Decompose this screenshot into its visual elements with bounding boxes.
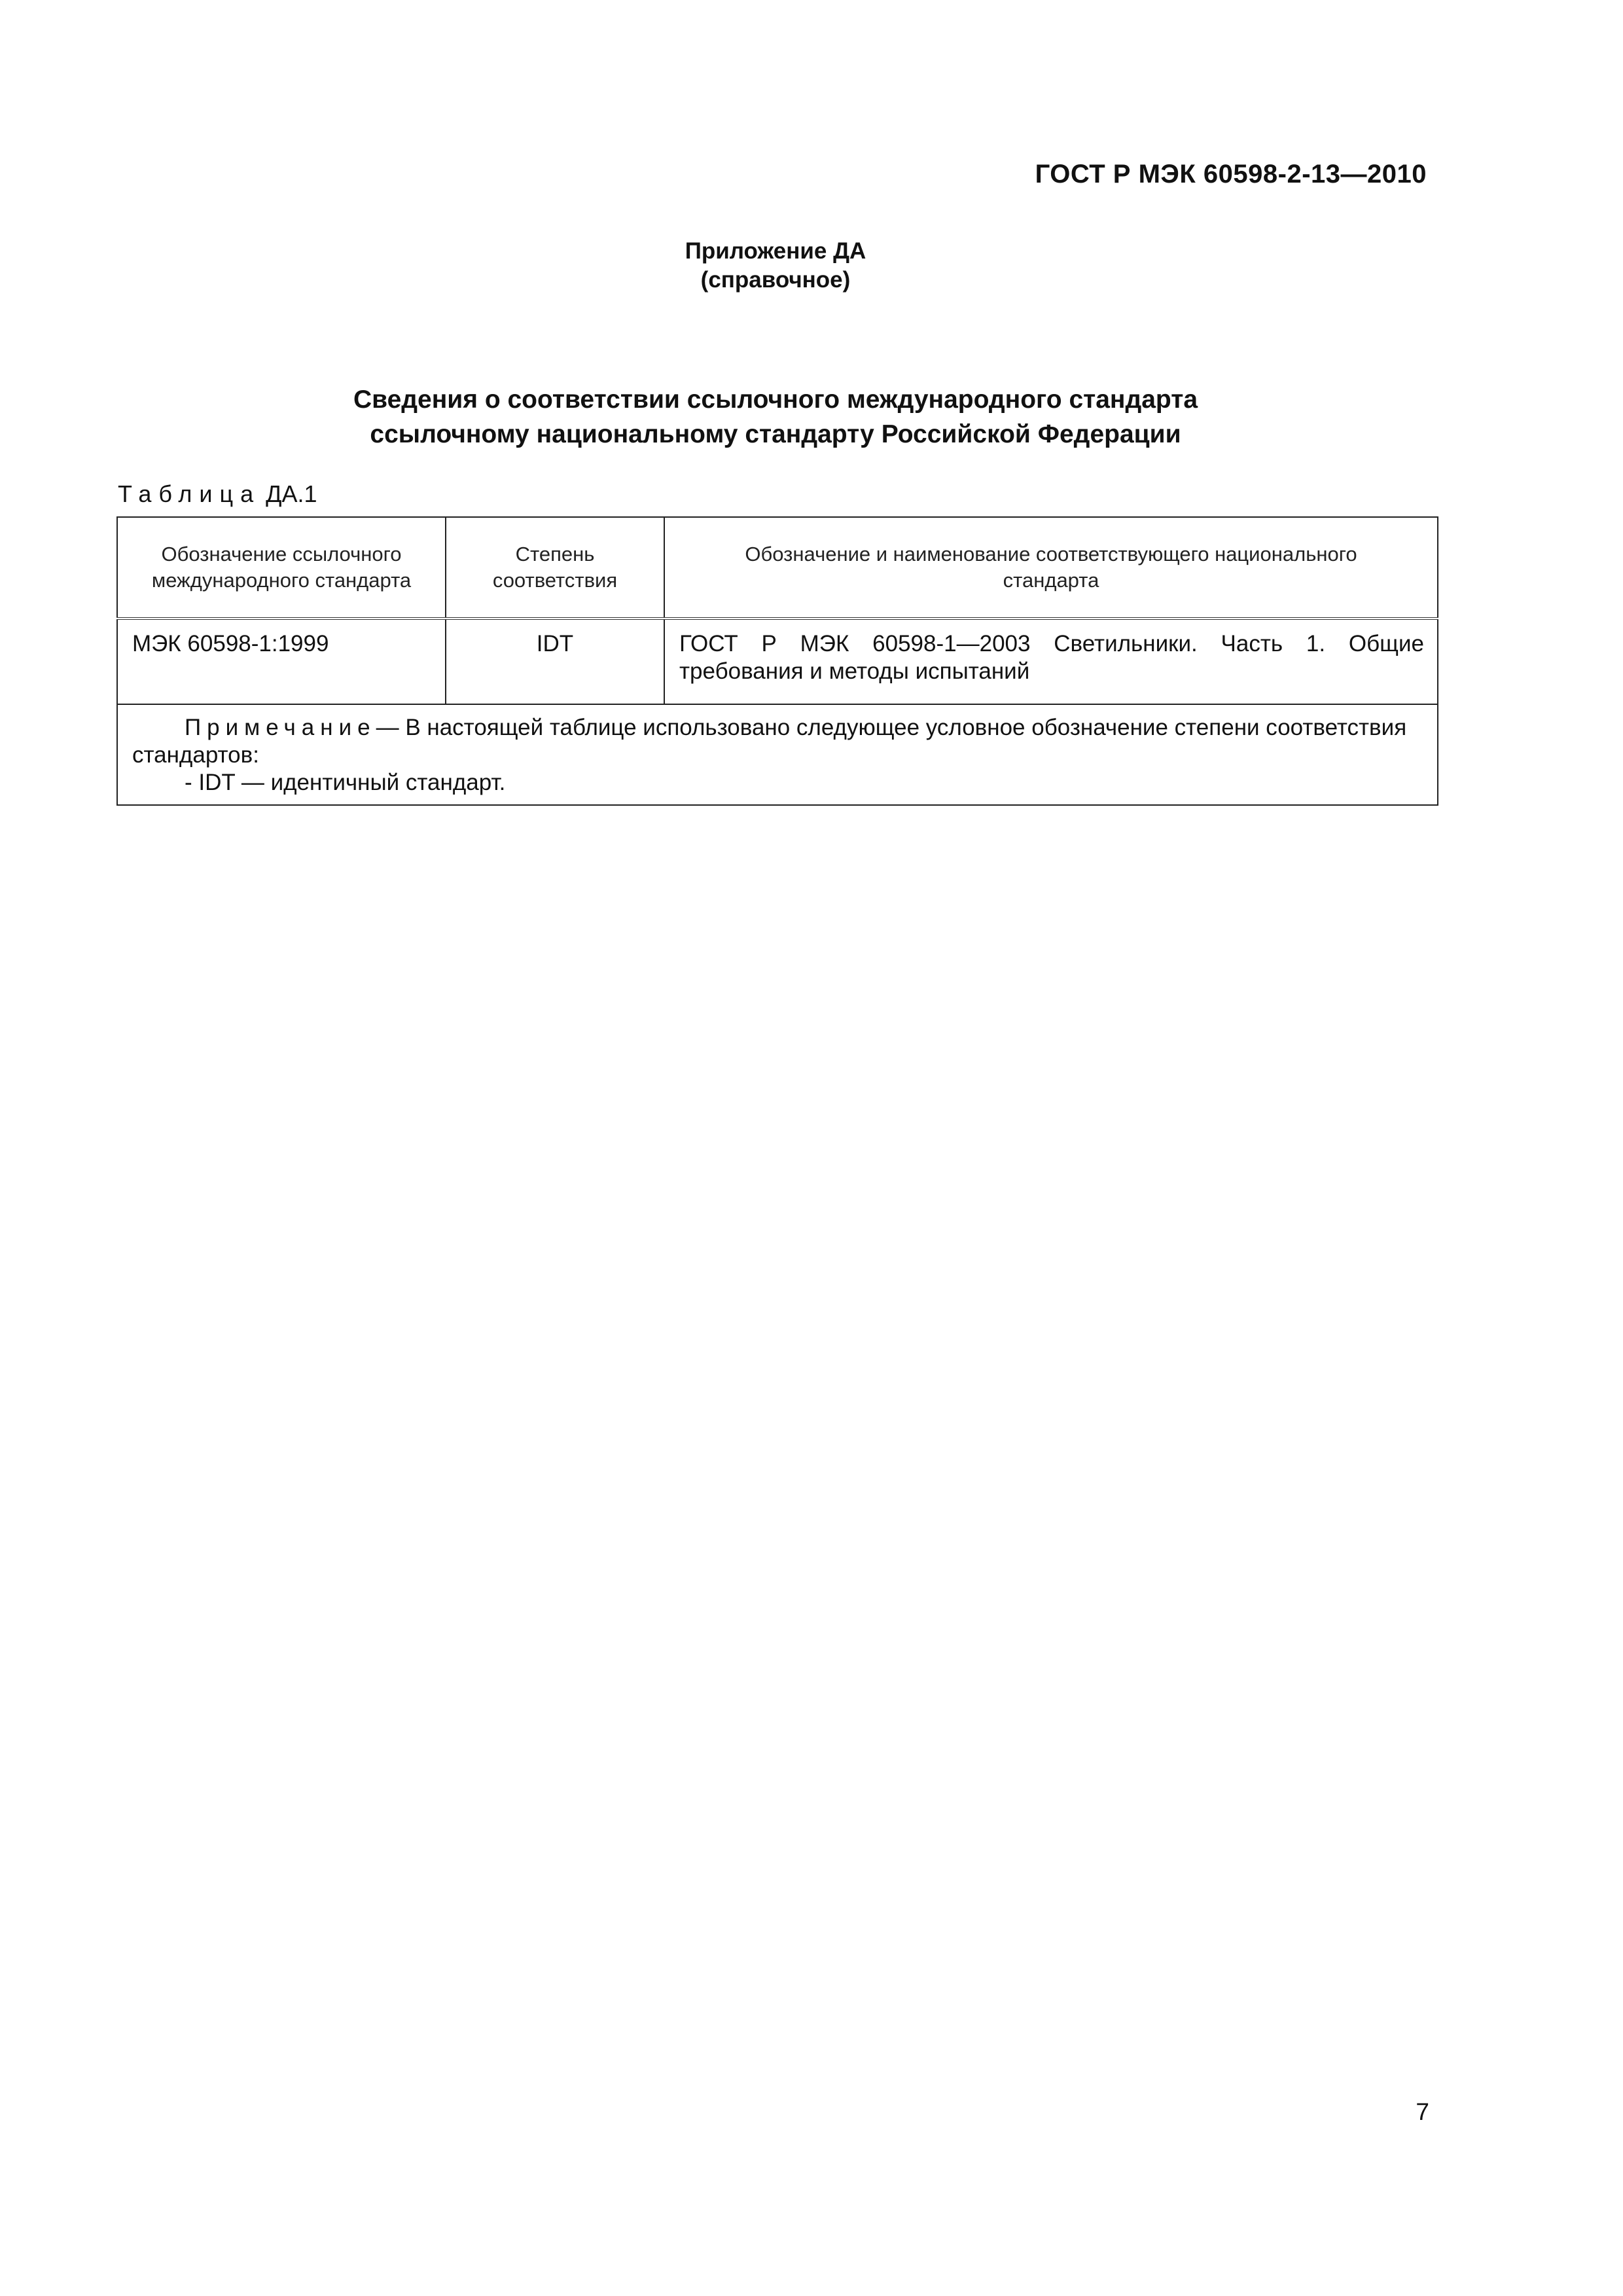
table-note-row (117, 704, 1438, 805)
header-text: Обозначение и наименование соответствующего национального (745, 543, 1357, 565)
note-label: Примечание (185, 715, 376, 740)
section-title-line-2: ссылочному национальному стандарту Российской Федерации (370, 420, 1181, 448)
document-code: ГОСТ Р МЭК 60598-2-13—2010 (1035, 160, 1427, 188)
section-title (0, 382, 1551, 452)
note-text (132, 714, 1423, 769)
table-caption-number: ДА.1 (266, 480, 317, 507)
header-text: стандарта (1003, 569, 1099, 592)
cell-degree: IDT (446, 619, 664, 704)
appendix-subtitle: (справочное) (700, 267, 851, 293)
page-number: 7 (1416, 2098, 1429, 2125)
header-international-standard (117, 517, 446, 619)
cell-international-standard: МЭК 60598-1:1999 (117, 619, 446, 704)
header-text: соответствия (492, 569, 618, 592)
appendix-heading (0, 237, 1551, 295)
note-item: - IDT — идентичный стандарт. (185, 770, 506, 795)
table-note (117, 704, 1438, 805)
section-title-line-1: Сведения о соответствии ссылочного международного стандарта (353, 386, 1198, 414)
table-caption (118, 480, 317, 508)
note-body: — В настоящей таблице использовано следующее условное обозначение степени соответствия стандартов: (132, 715, 1407, 768)
table-header-row (117, 517, 1438, 619)
table-caption-word: Таблица (118, 480, 261, 507)
table-row (117, 619, 1438, 704)
header-national-standard (664, 517, 1438, 619)
header-text: Степень (515, 543, 595, 565)
correspondence-table (116, 516, 1438, 806)
header-text: международного стандарта (151, 569, 412, 592)
appendix-title: Приложение ДА (685, 238, 866, 264)
header-text: Обозначение ссылочного (161, 543, 402, 565)
cell-national-standard: ГОСТ Р МЭК 60598-1—2003 Светильники. Часть 1. Общие требования и методы испытаний (664, 619, 1438, 704)
header-degree (446, 517, 664, 619)
